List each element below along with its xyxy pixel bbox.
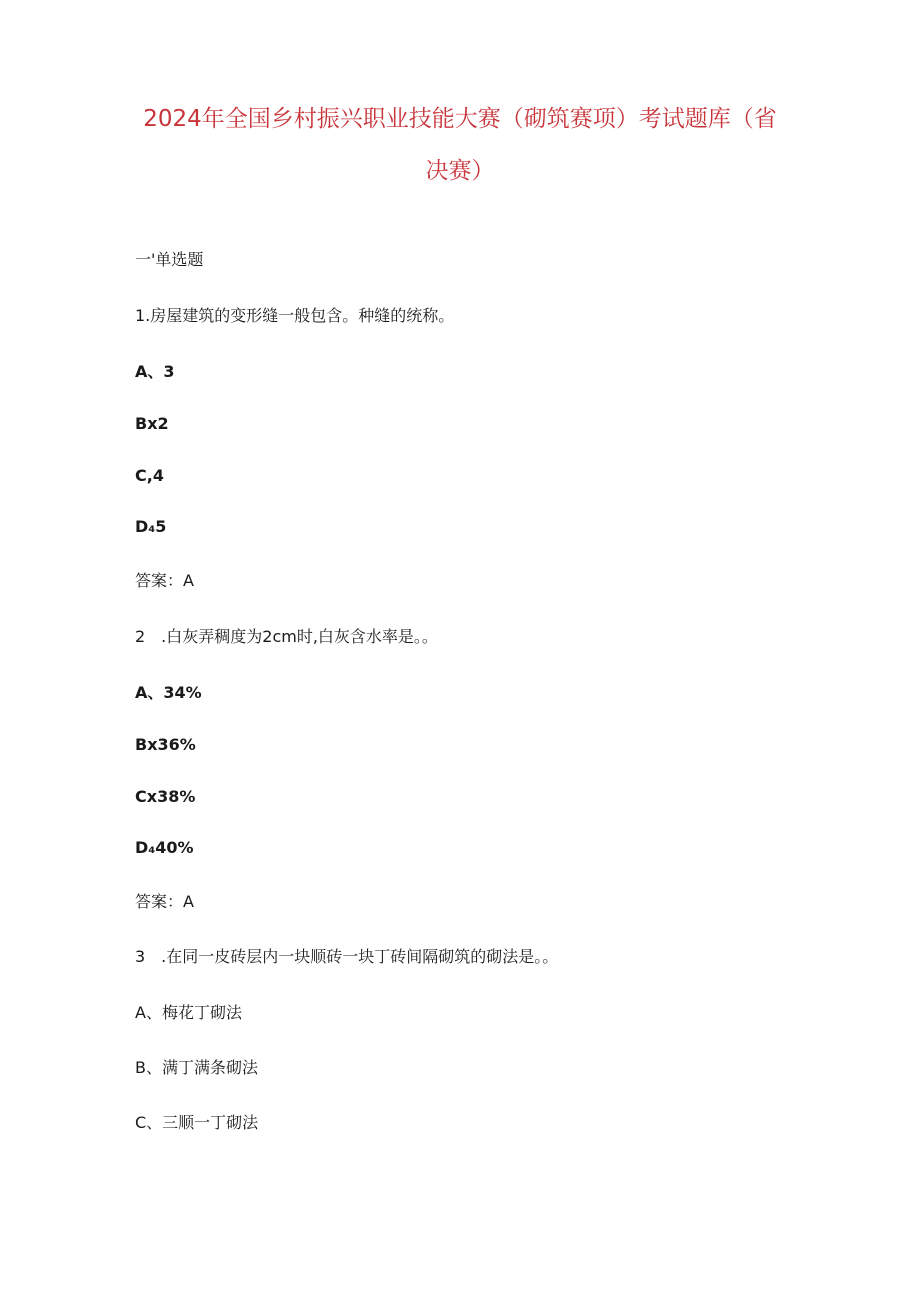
question-3-option-c: C、三顺一丁砌法 bbox=[135, 1113, 259, 1132]
question-2-stem: 2 .白灰弄稠度为2cm时,白灰含水率是。。 bbox=[135, 627, 438, 646]
question-1-option-d: D₄5 bbox=[135, 517, 167, 536]
question-1-option-b: Bx2 bbox=[135, 414, 169, 433]
question-3-option-b: B、满丁满条砌法 bbox=[135, 1058, 258, 1077]
question-2-option-b: Bx36% bbox=[135, 735, 196, 754]
question-2-answer: 答案：A bbox=[135, 892, 194, 911]
question-2-option-d: D₄40% bbox=[135, 838, 194, 857]
question-2-option-c: Cx38% bbox=[135, 787, 196, 806]
question-3-option-a: A、梅花丁砌法 bbox=[135, 1003, 242, 1022]
question-1-option-a: A、3 bbox=[135, 362, 175, 381]
document-title-line-1: 2024年全国乡村振兴职业技能大赛（砌筑赛项）考试题库（省 bbox=[143, 106, 777, 132]
question-3-stem: 3 .在同一皮砖层内一块顺砖一块丁砖间隔砌筑的砌法是。。 bbox=[135, 947, 559, 966]
section-heading: 一'单选题 bbox=[135, 250, 204, 269]
document-title-line-2: 决赛） bbox=[425, 158, 495, 184]
question-1-option-c: C,4 bbox=[135, 466, 164, 485]
question-2-option-a: A、34% bbox=[135, 683, 202, 702]
question-1-answer: 答案：A bbox=[135, 571, 194, 590]
question-1-stem: 1.房屋建筑的变形缝一般包含。种缝的统称。 bbox=[135, 306, 455, 325]
